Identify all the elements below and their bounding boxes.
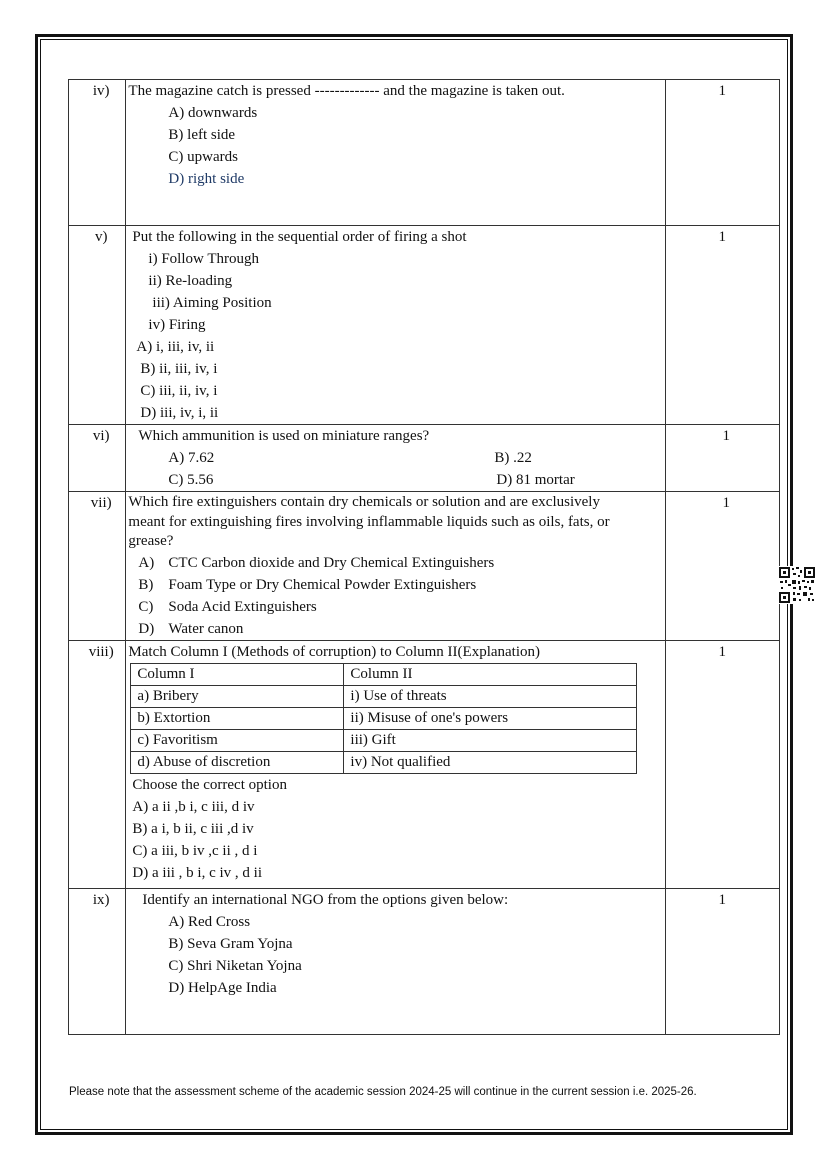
question-cell <box>126 425 665 492</box>
marks-value: 1 <box>718 83 727 99</box>
match-header-row <box>131 663 637 685</box>
option-d <box>128 618 664 640</box>
match-row <box>131 685 637 707</box>
option-d-letter: D) <box>138 620 155 637</box>
option-d: D) 81 mortar <box>496 472 575 488</box>
match-header-col2: Column II <box>344 663 637 685</box>
marks-value: 1 <box>722 495 731 511</box>
question-number: v) <box>94 229 108 245</box>
question-number-cell <box>69 80 126 226</box>
match-col2-cell: iii) Gift <box>344 729 637 751</box>
question-text: Match Column I (Methods of corruption) to Column II(Explanation) <box>128 643 541 660</box>
option-b: B) .22 <box>494 450 532 466</box>
option-a: A) 7.62 <box>168 450 215 466</box>
question-row-vi <box>69 425 780 492</box>
match-col1-cell: b) Extortion <box>131 707 344 729</box>
option-c: C) iii, ii, iv, i <box>140 383 218 399</box>
option-c: C) upwards <box>168 149 238 165</box>
option-b: B) ii, iii, iv, i <box>140 361 218 377</box>
match-table <box>130 663 637 774</box>
question-text: Which ammunition is used on miniature ranges? <box>138 428 430 444</box>
marks-cell <box>665 492 779 641</box>
question-text-line-3: grease? <box>128 533 174 549</box>
options-row-2 <box>128 469 664 491</box>
marks-value: 1 <box>718 643 727 660</box>
option-a-text: CTC Carbon dioxide and Dry Chemical Extinguishers <box>168 554 495 571</box>
question-cell <box>126 226 665 425</box>
option-b: B) a i, b ii, c iii ,d iv <box>132 820 254 837</box>
question-row-ix <box>69 888 780 1034</box>
question-text: The magazine catch is pressed ------------- and the magazine is taken out. <box>128 83 565 99</box>
qr-code-icon <box>778 566 816 604</box>
question-number-cell <box>69 640 126 888</box>
option-d-text: Water canon <box>168 620 244 637</box>
question-number: ix) <box>92 891 110 908</box>
match-row <box>131 729 637 751</box>
assessment-note-footer: Please note that the assessment scheme of the academic session 2024-25 will continue in the current session i.e. 2025-26. <box>69 1086 697 1098</box>
option-a: A) Red Cross <box>168 913 251 930</box>
question-cell <box>126 888 665 1034</box>
match-col1-cell: d) Abuse of discretion <box>131 751 344 773</box>
option-c: C) 5.56 <box>168 472 214 488</box>
option-a: A) a ii ,b i, c iii, d iv <box>132 798 255 815</box>
question-cell <box>126 80 665 226</box>
option-b <box>128 574 664 596</box>
question-number-cell <box>69 492 126 641</box>
match-col2-cell: i) Use of threats <box>344 685 637 707</box>
question-row-viii <box>69 640 780 888</box>
option-a <box>128 552 664 574</box>
option-a-letter: A) <box>138 554 155 571</box>
question-number-cell <box>69 425 126 492</box>
marks-cell <box>665 888 779 1034</box>
option-a: A) i, iii, iv, ii <box>136 339 215 355</box>
question-text-line-2: meant for extinguishing fires involving inflammable liquids such as oils, fats, or <box>128 513 610 530</box>
option-d: D) iii, iv, i, ii <box>140 405 219 421</box>
question-row-vii <box>69 492 780 641</box>
question-number: vi) <box>92 428 110 444</box>
option-d: D) HelpAge India <box>168 979 277 996</box>
question-cell <box>126 492 665 641</box>
question-text <box>128 492 664 552</box>
marks-value: 1 <box>718 891 727 908</box>
option-b: B) Seva Gram Yojna <box>168 935 293 952</box>
question-row-v <box>69 226 780 425</box>
question-cell <box>126 640 665 888</box>
match-col2-cell: iv) Not qualified <box>344 751 637 773</box>
marks-cell <box>665 425 779 492</box>
option-c: C) Shri Niketan Yojna <box>168 957 302 974</box>
option-c-letter: C) <box>138 598 154 615</box>
option-a: A) downwards <box>168 105 258 121</box>
option-d: D) right side <box>168 171 245 187</box>
question-number: viii) <box>88 643 114 660</box>
match-col2-cell: ii) Misuse of one's powers <box>344 707 637 729</box>
option-c: C) a iii, b iv ,c ii , d i <box>132 842 258 859</box>
question-row-iv <box>69 80 780 226</box>
marks-value: 1 <box>722 428 731 444</box>
question-text-line-1: Which fire extinguishers contain dry chemicals or solution and are exclusively <box>128 494 600 510</box>
sequence-item-3: iii) Aiming Position <box>152 295 272 311</box>
match-col1-cell: a) Bribery <box>131 685 344 707</box>
marks-cell <box>665 640 779 888</box>
sequence-item-1: i) Follow Through <box>148 251 259 267</box>
option-c <box>128 596 664 618</box>
question-text: Put the following in the sequential order of firing a shot <box>132 229 467 245</box>
question-number-cell <box>69 226 126 425</box>
option-d: D) a iii , b i, c iv , d ii <box>132 864 262 881</box>
option-b: B) left side <box>168 127 236 143</box>
question-number-cell <box>69 888 126 1034</box>
question-number: vii) <box>90 495 112 511</box>
marks-cell <box>665 80 779 226</box>
option-b-letter: B) <box>138 576 154 593</box>
match-row <box>131 707 637 729</box>
option-b-text: Foam Type or Dry Chemical Powder Extinguishers <box>168 576 477 593</box>
options-row-1 <box>128 447 664 469</box>
option-c-text: Soda Acid Extinguishers <box>168 598 317 615</box>
question-table <box>68 79 780 1035</box>
match-header-col1: Column I <box>131 663 344 685</box>
marks-cell <box>665 226 779 425</box>
sequence-item-4: iv) Firing <box>148 317 206 333</box>
choose-prompt: Choose the correct option <box>132 776 287 793</box>
sequence-item-2: ii) Re-loading <box>148 273 233 289</box>
match-row <box>131 751 637 773</box>
match-col1-cell: c) Favoritism <box>131 729 344 751</box>
marks-value: 1 <box>718 229 727 245</box>
question-text: Identify an international NGO from the options given below: <box>142 891 509 908</box>
question-number: iv) <box>92 83 110 99</box>
